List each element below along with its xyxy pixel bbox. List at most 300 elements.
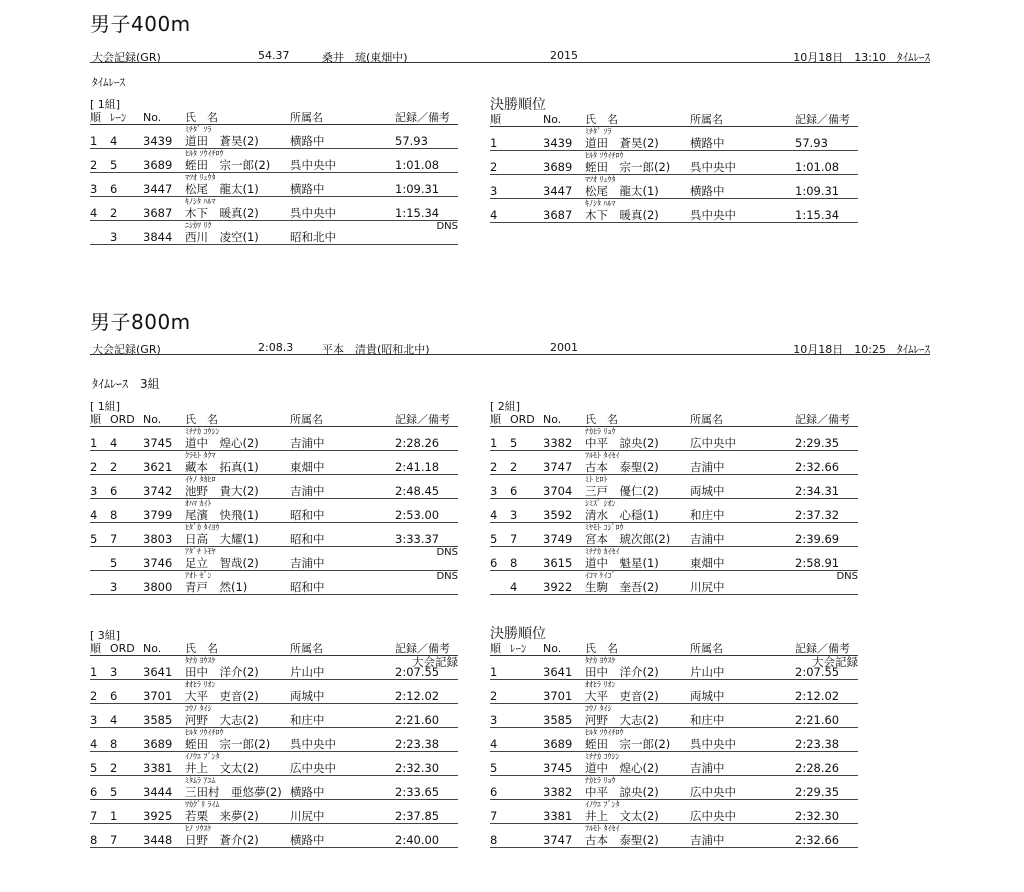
lane-cell xyxy=(510,752,543,775)
name-text: 道中 煌心(2) xyxy=(585,761,659,775)
record-text: 2:40.00 xyxy=(395,833,440,847)
number-text: 3382 xyxy=(543,436,573,450)
name-cell xyxy=(585,728,690,751)
name-cell xyxy=(185,523,290,546)
name-cell xyxy=(585,547,690,570)
table-row xyxy=(90,571,458,595)
name-text: 日野 蒼介(2) xyxy=(185,833,259,847)
table-row xyxy=(90,824,458,848)
table-row xyxy=(90,776,458,800)
column-header-rank: 順 xyxy=(490,113,501,126)
name-kana: ｲﾉｳｴ ﾌﾞﾝﾀ xyxy=(585,800,620,809)
record-cell xyxy=(395,680,458,703)
record-cell xyxy=(795,728,858,751)
rank-text: 5 xyxy=(90,532,98,546)
column-header-rank: 順 xyxy=(490,642,501,655)
team-text: 両城中 xyxy=(690,689,725,703)
number-text: 3745 xyxy=(543,761,573,775)
rank-text: 1 xyxy=(490,665,498,679)
record-cell xyxy=(395,149,458,172)
record-text: 2:28.26 xyxy=(395,436,440,450)
number-cell xyxy=(543,475,585,498)
number-cell xyxy=(543,499,585,522)
name-text: 青戸 然(1) xyxy=(185,580,248,594)
rank-cell xyxy=(90,680,110,703)
lane-cell xyxy=(510,776,543,799)
number-text: 3592 xyxy=(543,508,573,522)
column-header-rank: 順 xyxy=(490,413,501,426)
name-kana: ﾐﾁﾅｶ ｶｲｾｲ xyxy=(585,547,620,556)
lane-cell xyxy=(110,221,143,244)
name-cell xyxy=(185,197,290,220)
team-text: 昭和中 xyxy=(290,580,325,594)
table-row xyxy=(490,451,858,475)
lane-cell xyxy=(510,151,543,174)
table-row xyxy=(490,571,858,595)
name-cell xyxy=(585,451,690,474)
name-kana: ﾐﾄ ﾋﾛﾄ xyxy=(585,475,608,484)
table-row xyxy=(490,475,858,499)
team-cell xyxy=(290,547,395,570)
team-text: 横路中 xyxy=(290,134,325,148)
name-kana: ﾋﾀﾞｶ ﾀｲﾖｳ xyxy=(185,523,220,532)
record-cell xyxy=(395,752,458,775)
name-text: 中平 諒央(2) xyxy=(585,785,659,799)
name-kana: ﾋﾙﾀ ｿｳｲﾁﾛｳ xyxy=(185,149,224,158)
rank-cell xyxy=(490,547,510,570)
lane-text: 2 xyxy=(110,206,118,220)
table-row xyxy=(90,197,458,221)
name-cell xyxy=(585,800,690,823)
name-kana: ﾅｶﾋﾗ ﾘｮｳ xyxy=(585,427,616,436)
team-cell xyxy=(290,752,395,775)
record-cell xyxy=(395,451,458,474)
record-cell xyxy=(395,221,458,244)
record-text: 2:07.55 xyxy=(395,665,440,679)
lane-cell xyxy=(110,776,143,799)
record-note: DNS xyxy=(436,547,458,558)
record-cell xyxy=(795,680,858,703)
number-text: 3704 xyxy=(543,484,573,498)
lane-cell xyxy=(110,475,143,498)
lane-cell xyxy=(510,199,543,222)
name-kana: ﾐﾔﾓﾄ ｺｼﾞﾛｳ xyxy=(585,523,624,532)
rank-cell xyxy=(490,704,510,727)
group-label: 決勝順位 xyxy=(490,97,546,113)
record-cell xyxy=(795,451,858,474)
table-row xyxy=(90,221,458,245)
team-text: 吉浦中 xyxy=(690,532,725,546)
team-cell xyxy=(290,800,395,823)
column-header-team: 所属名 xyxy=(290,413,323,426)
number-cell xyxy=(143,451,185,474)
column-header-rank: 順 xyxy=(90,111,101,124)
number-text: 3745 xyxy=(143,436,173,450)
name-text: 三戸 優仁(2) xyxy=(585,484,659,498)
team-text: 昭和北中 xyxy=(290,230,336,244)
rank-text: 2 xyxy=(490,160,498,174)
name-text: 松尾 龍太(1) xyxy=(185,182,259,196)
number-text: 3381 xyxy=(543,809,573,823)
table-row xyxy=(90,704,458,728)
record-text: 1:01.08 xyxy=(395,158,440,172)
name-kana: ﾀﾅｶ ﾖｳｽｹ xyxy=(185,656,216,665)
column-header-team: 所属名 xyxy=(290,642,323,655)
record-cell xyxy=(795,776,858,799)
record-text: 1:09.31 xyxy=(395,182,440,196)
lane-cell xyxy=(510,427,543,450)
record-text: 2:48.45 xyxy=(395,484,440,498)
record-text: 2:58.91 xyxy=(795,556,840,570)
team-text: 東畑中 xyxy=(290,460,325,474)
column-header-name: 氏 名 xyxy=(585,413,618,426)
lane-text: 5 xyxy=(110,785,118,799)
record-cell xyxy=(795,151,858,174)
name-text: 藏本 拓真(1) xyxy=(185,460,259,474)
rank-cell xyxy=(490,680,510,703)
name-kana: ﾅｶﾋﾗ ﾘｮｳ xyxy=(585,776,616,785)
name-kana: ｲｹﾉ ﾀｶﾋﾛ xyxy=(185,475,216,484)
column-header-record: 記録／備考 xyxy=(795,413,850,426)
column-header-no: No. xyxy=(143,413,162,426)
team-cell xyxy=(690,451,795,474)
lane-cell xyxy=(510,704,543,727)
number-cell xyxy=(543,704,585,727)
rank-cell xyxy=(90,475,110,498)
name-cell xyxy=(185,776,290,799)
lane-text: 5 xyxy=(110,556,118,570)
record-text: 1:01.08 xyxy=(795,160,840,174)
rank-cell xyxy=(90,547,110,570)
name-text: 生駒 奎吾(2) xyxy=(585,580,659,594)
name-kana: ﾏﾂｵ ﾘｭｳﾀ xyxy=(185,173,216,182)
table-row xyxy=(90,752,458,776)
number-text: 3615 xyxy=(543,556,573,570)
record-cell xyxy=(395,173,458,196)
column-header-rank: 順 xyxy=(90,413,101,426)
lane-cell xyxy=(110,752,143,775)
number-text: 3800 xyxy=(143,580,173,594)
number-cell xyxy=(543,776,585,799)
number-cell xyxy=(143,125,185,148)
record-cell xyxy=(795,499,858,522)
name-cell xyxy=(585,680,690,703)
number-cell xyxy=(143,547,185,570)
rank-cell xyxy=(490,523,510,546)
lane-cell xyxy=(110,173,143,196)
name-cell xyxy=(585,151,690,174)
name-kana: ｷﾉｼﾀ ﾊﾙﾏ xyxy=(585,199,616,208)
number-text: 3444 xyxy=(143,785,173,799)
header-divider xyxy=(90,354,930,355)
record-cell xyxy=(795,571,858,594)
number-cell xyxy=(543,451,585,474)
lane-text: 5 xyxy=(510,436,518,450)
record-year: 2001 xyxy=(550,341,578,354)
number-text: 3447 xyxy=(543,184,573,198)
number-cell xyxy=(143,197,185,220)
team-text: 片山中 xyxy=(290,665,325,679)
column-header-name: 氏 名 xyxy=(185,111,218,124)
team-text: 吉浦中 xyxy=(690,460,725,474)
name-kana: ﾐﾁﾀﾞ ｿﾗ xyxy=(585,127,612,136)
rank-cell xyxy=(90,571,110,594)
number-text: 3742 xyxy=(143,484,173,498)
name-cell xyxy=(585,199,690,222)
number-text: 3925 xyxy=(143,809,173,823)
name-text: 三田村 亜悠夢(2) xyxy=(185,785,282,799)
name-cell xyxy=(185,704,290,727)
table-header xyxy=(90,413,458,427)
number-cell xyxy=(543,680,585,703)
lane-text: 1 xyxy=(110,809,118,823)
record-cell xyxy=(395,800,458,823)
column-header-name: 氏 名 xyxy=(585,113,618,126)
event-title: 男子400m xyxy=(90,12,191,36)
number-text: 3641 xyxy=(143,665,173,679)
name-cell xyxy=(185,451,290,474)
name-cell xyxy=(185,149,290,172)
name-cell xyxy=(585,776,690,799)
team-cell xyxy=(690,199,795,222)
lane-cell xyxy=(110,499,143,522)
name-text: 河野 大志(2) xyxy=(185,713,259,727)
team-text: 川尻中 xyxy=(690,580,725,594)
number-text: 3747 xyxy=(543,833,573,847)
name-kana: ﾌﾙﾓﾄ ﾀｲｾｲ xyxy=(585,451,620,460)
number-cell xyxy=(143,221,185,244)
table-row xyxy=(90,173,458,197)
record-cell xyxy=(395,824,458,847)
name-kana: ﾌﾙﾓﾄ ﾀｲｾｲ xyxy=(585,824,620,833)
team-text: 和庄中 xyxy=(290,713,325,727)
name-cell xyxy=(585,523,690,546)
table-row xyxy=(490,499,858,523)
number-cell xyxy=(143,776,185,799)
heat-2-table xyxy=(490,400,858,595)
record-cell xyxy=(795,523,858,546)
team-text: 吉浦中 xyxy=(690,833,725,847)
number-text: 3799 xyxy=(143,508,173,522)
number-cell xyxy=(543,523,585,546)
table-row xyxy=(490,427,858,451)
event-datetime: 10月18日 13:10 ﾀｲﾑﾚｰｽ xyxy=(793,51,930,64)
name-text: 足立 智哉(2) xyxy=(185,556,259,570)
name-text: 道田 蒼昊(2) xyxy=(585,136,659,150)
name-kana: ﾐﾁﾅｶ ｺｳｼﾝ xyxy=(585,752,620,761)
team-text: 東畑中 xyxy=(690,556,725,570)
record-cell xyxy=(795,199,858,222)
record-text: 1:09.31 xyxy=(795,184,840,198)
number-cell xyxy=(543,752,585,775)
number-text: 3585 xyxy=(143,713,173,727)
table-row xyxy=(90,499,458,523)
team-cell xyxy=(690,704,795,727)
record-note: 大会記録 xyxy=(812,655,858,669)
final-ranking-table xyxy=(490,627,858,848)
table-row xyxy=(90,523,458,547)
record-cell xyxy=(795,427,858,450)
column-header-lane: ORD xyxy=(110,413,135,426)
name-cell xyxy=(185,571,290,594)
rank-cell xyxy=(490,752,510,775)
rank-text: 3 xyxy=(490,184,498,198)
column-header-no: No. xyxy=(543,413,562,426)
record-cell xyxy=(395,547,458,570)
team-cell xyxy=(290,824,395,847)
rank-cell xyxy=(490,427,510,450)
name-text: 宮本 琥次郎(2) xyxy=(585,532,671,546)
name-kana: ｱﾀﾞﾁ ﾄﾓﾔ xyxy=(185,547,216,556)
name-kana: ﾐﾁﾅｶ ｺｳｼﾝ xyxy=(185,427,220,436)
lane-cell xyxy=(510,824,543,847)
column-header-record: 記録／備考 xyxy=(395,642,450,655)
name-text: 木下 暖真(2) xyxy=(185,206,259,220)
name-cell xyxy=(585,656,690,679)
rank-cell xyxy=(90,451,110,474)
team-text: 吉浦中 xyxy=(290,436,325,450)
name-cell xyxy=(585,499,690,522)
heat-1-table xyxy=(90,400,458,595)
column-header-name: 氏 名 xyxy=(185,413,218,426)
record-text: 2:53.00 xyxy=(395,508,440,522)
team-cell xyxy=(290,451,395,474)
record-label: 大会記録(GR) xyxy=(92,343,161,356)
group-label: [ 1組] xyxy=(90,98,121,111)
record-text: 1:15.34 xyxy=(395,206,440,220)
lane-cell xyxy=(510,451,543,474)
team-cell xyxy=(690,800,795,823)
table-row xyxy=(90,547,458,571)
column-header-lane: ORD xyxy=(110,642,135,655)
column-header-no: No. xyxy=(543,113,562,126)
name-cell xyxy=(185,173,290,196)
name-text: 井上 文太(2) xyxy=(185,761,259,775)
lane-text: 7 xyxy=(510,532,518,546)
team-text: 吉浦中 xyxy=(690,761,725,775)
rank-text: 7 xyxy=(90,809,98,823)
lane-cell xyxy=(510,800,543,823)
name-text: 清水 心穏(1) xyxy=(585,508,659,522)
record-text: 2:23.38 xyxy=(795,737,840,751)
team-cell xyxy=(290,475,395,498)
rank-text: 5 xyxy=(490,761,498,775)
table-header xyxy=(490,413,858,427)
rank-text: 8 xyxy=(90,833,98,847)
name-text: 池野 貴大(2) xyxy=(185,484,259,498)
rank-cell xyxy=(90,752,110,775)
number-cell xyxy=(543,427,585,450)
number-text: 3687 xyxy=(543,208,573,222)
lane-cell xyxy=(110,451,143,474)
team-text: 吉浦中 xyxy=(290,556,325,570)
team-cell xyxy=(290,680,395,703)
rank-text: 8 xyxy=(490,833,498,847)
rank-cell xyxy=(90,125,110,148)
table-row xyxy=(490,523,858,547)
record-cell xyxy=(395,776,458,799)
table-row xyxy=(90,728,458,752)
event-datetime: 10月18日 10:25 ﾀｲﾑﾚｰｽ xyxy=(793,343,930,356)
number-cell xyxy=(143,704,185,727)
team-text: 呉中央中 xyxy=(690,160,736,174)
rank-text: 2 xyxy=(90,689,98,703)
name-kana: ｵｵﾋﾗ ﾘｵﾝ xyxy=(185,680,216,689)
record-text: 2:21.60 xyxy=(395,713,440,727)
team-text: 横路中 xyxy=(290,182,325,196)
lane-text: 6 xyxy=(510,484,518,498)
number-text: 3382 xyxy=(543,785,573,799)
team-cell xyxy=(690,475,795,498)
team-text: 吉浦中 xyxy=(290,484,325,498)
rank-text: 2 xyxy=(490,460,498,474)
lane-text: 8 xyxy=(110,508,118,522)
team-cell xyxy=(690,571,795,594)
table-row xyxy=(90,800,458,824)
number-text: 3701 xyxy=(543,689,573,703)
lane-text: 2 xyxy=(510,460,518,474)
number-cell xyxy=(143,800,185,823)
column-header-lane: ORD xyxy=(510,413,535,426)
team-cell xyxy=(290,776,395,799)
number-text: 3689 xyxy=(543,737,573,751)
lane-text: 3 xyxy=(510,508,518,522)
name-kana: ﾏﾂｵ ﾘｭｳﾀ xyxy=(585,175,616,184)
number-cell xyxy=(543,656,585,679)
lane-text: 6 xyxy=(110,689,118,703)
lane-text: 7 xyxy=(110,532,118,546)
name-text: 中平 諒央(2) xyxy=(585,436,659,450)
number-cell xyxy=(543,199,585,222)
name-text: 田中 洋介(2) xyxy=(185,665,259,679)
team-text: 呉中央中 xyxy=(290,737,336,751)
name-text: 蛭田 宗一郎(2) xyxy=(585,160,671,174)
name-text: 若栗 来夢(2) xyxy=(185,809,259,823)
record-cell xyxy=(395,728,458,751)
rank-cell xyxy=(490,728,510,751)
record-cell xyxy=(395,499,458,522)
team-cell xyxy=(290,571,395,594)
name-kana: ｵｵﾋﾗ ﾘｵﾝ xyxy=(585,680,616,689)
team-cell xyxy=(290,499,395,522)
rank-text: 1 xyxy=(90,134,98,148)
record-text: 2:32.66 xyxy=(795,833,840,847)
number-text: 3922 xyxy=(543,580,573,594)
rank-cell xyxy=(490,151,510,174)
name-kana: ﾋﾉ ｿｳｽｹ xyxy=(185,824,212,833)
number-cell xyxy=(543,151,585,174)
name-cell xyxy=(585,475,690,498)
number-text: 3621 xyxy=(143,460,173,474)
table-row xyxy=(490,175,858,199)
number-text: 3749 xyxy=(543,532,573,546)
record-text: 2:21.60 xyxy=(795,713,840,727)
team-text: 呉中央中 xyxy=(290,206,336,220)
name-text: 蛭田 宗一郎(2) xyxy=(185,737,271,751)
record-text: 2:12.02 xyxy=(395,689,440,703)
record-cell xyxy=(795,704,858,727)
team-text: 広中央中 xyxy=(690,436,736,450)
team-text: 両城中 xyxy=(690,484,725,498)
event-title: 男子800m xyxy=(90,310,191,334)
rank-text: 1 xyxy=(490,436,498,450)
lane-cell xyxy=(110,656,143,679)
rank-text: 2 xyxy=(490,689,498,703)
team-cell xyxy=(690,127,795,150)
name-kana: ﾐﾁﾀﾞ ｿﾗ xyxy=(185,125,212,134)
lane-cell xyxy=(110,125,143,148)
name-cell xyxy=(185,656,290,679)
